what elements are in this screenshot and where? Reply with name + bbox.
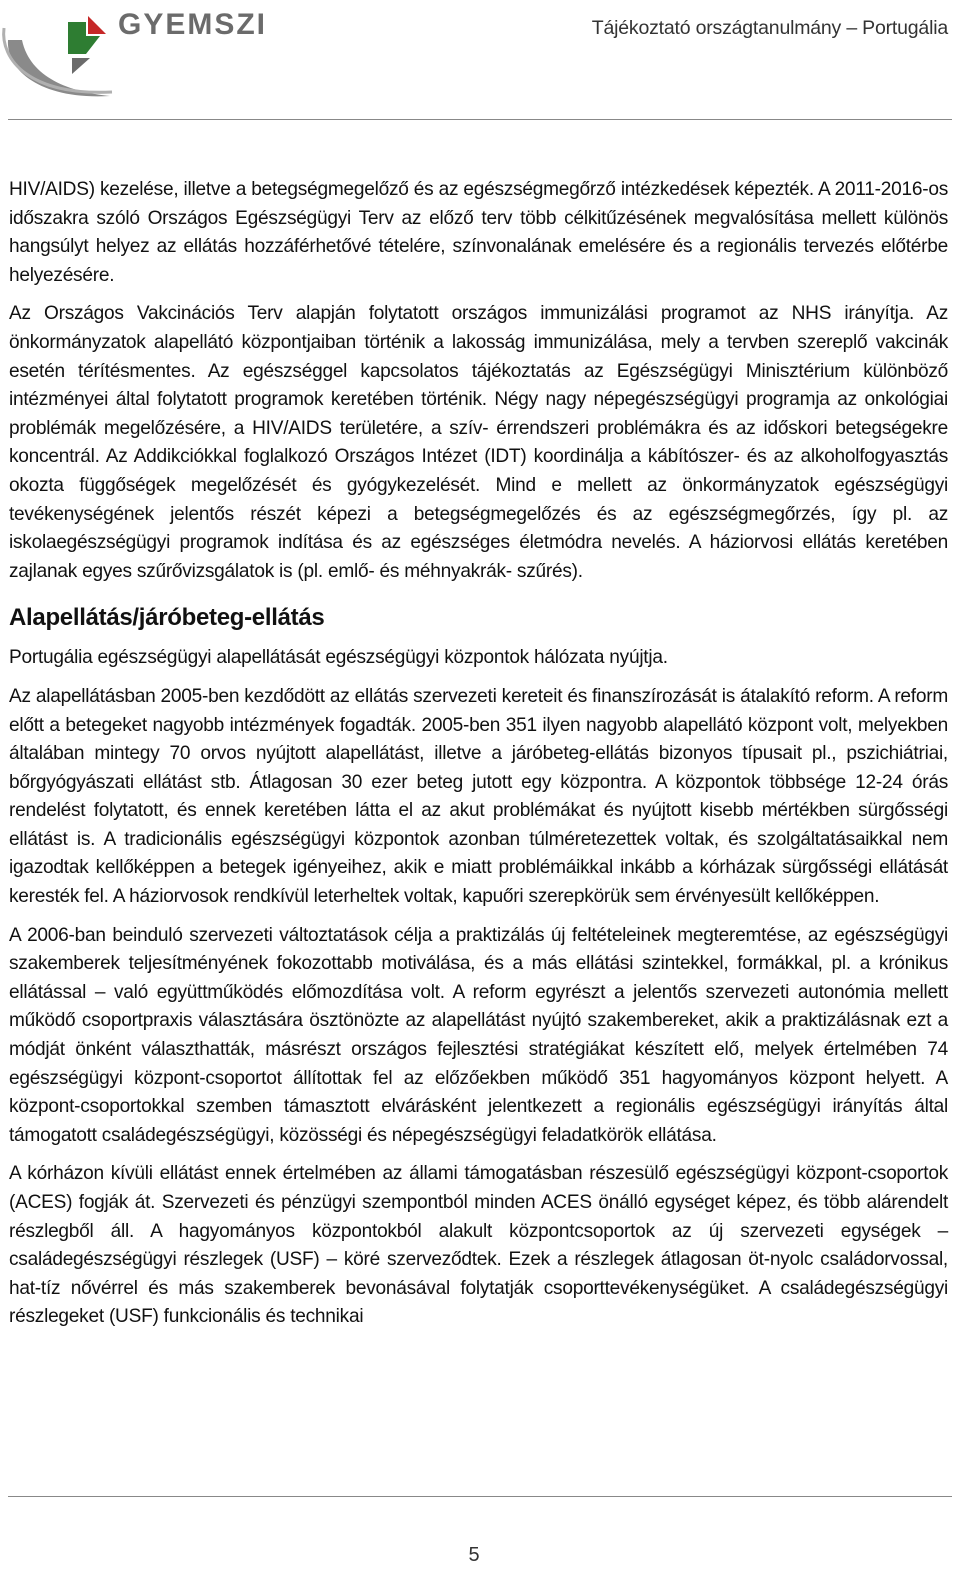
paragraph-2: Az Országos Vakcinációs Terv alapján folytatott országos immunizálási programot az NHS irányítja. Az önkormányzatok alapellátó központjaiban történik a lakosság immunizálása, mely a tervben szereplő vakcinák esetén térítésmentes. Az egészséggel kapcsolatos tájékoztatás az Egészségügyi Minisztérium különböző intézményei által folytatott programok keretében történik. Négy nagy népegészségügyi programja az onkológiai problémák megelőzésére, a HIV/AIDS területére, a szív- érrendszeri problémákra és az időskori betegségekre koncentrál. Az Addikciókkal foglalkozó Országos Intézet (IDT) koordinálja a kábítószer- és az alkoholfogyasztás okozta függőségek megelőzését és gyógykezelését. Mind e mellett az önkormányzatok egészségügyi tevékenységének jelentős részét képezi a betegségmegelőzés és az egészségmegőrzés, így pl. az iskolaegészségügyi programok indítása és az egészséges életmódra nevelés. A háziorvosi ellátás keretében zajlanak egyes szűrővizsgálatok is (pl. emlő- és méhnyakrák- szűrés). (9, 303, 948, 582)
footer-divider (8, 1496, 952, 1497)
header-divider (8, 119, 952, 120)
document-body (9, 176, 948, 1342)
paragraph-4: Az alapellátásban 2005-ben kezdődött az ellátás szervezeti kereteit és finanszírozását is átalakító reform. A reform előtt a betegeket nagyobb intézmények fogadták. 2005-ben 351 ilyen nagyobb alapellátó központ volt, melyekben általában mintegy 70 orvos nyújtott alapellátást, illetve a járóbeteg-ellátás bizonyos típusait pl., pszichiátriai, bőrgyógyászati ellátást stb. Átlagosan 30 ezer beteg jutott egy központra. A központok többsége 12-24 órás rendelést folytatott, és ennek keretében látta el az akut problémákat és nyújtott kisebb mértékben sürgősségi ellátást is. A tradicionális egészségügyi központok azonban túlméretezettek voltak, és szolgáltatásaikkal nem igazodtak kellőképpen a betegek igényeihez, akik e miatt problémáikkal inkább a kórházak sürgősségi ellátását keresték fel. A háziorvosok rendkívül leterheltek voltak, kapuőri szerepkörük sem érvényesült kellőképpen. (9, 685, 948, 908)
section-heading: Alapellátás/járóbeteg-ellátás (9, 604, 325, 632)
paragraph-6: A kórházon kívüli ellátást ennek értelmében az állami támogatásban részesülő egészségügyi központ-csoportok (ACES) fogják át. Szervezeti és pénzügyi szempontból minden ACES önálló egységet képez, és több alárendelt részlegből áll. A hagyományos központokból alakult központcsoportok az új szervezeti egységek – családegészségügyi részlegek (USF) – köré szerveződtek. Ezek a részlegek átlagosan öt-nyolc családorvossal, hat-tíz nővérrel és más szakemberek bevonásával folytatják csoporttevékenységüket. A családegészségügyi részlegeket (USF) funkcionális és technikai (9, 1163, 948, 1328)
page-number: 5 (468, 1544, 480, 1566)
document-title: Tájékoztató országtanulmány – Portugália (591, 17, 948, 39)
gyemszi-logo (0, 0, 310, 110)
paragraph-5: A 2006-ban beinduló szervezeti változtatások célja a praktizálás új feltételeinek megteremtése, az egészségügyi szakemberek teljesítményének fokozottabb motiválása, és a más ellátási szintekkel, formákkal, pl. a krónikus ellátással – való együttműködés előmozdítása volt. A reform egyrészt a jelentős szervezeti autonómia mellett működő csoportpraxis választására ösztönözte az alapellátást nyújtó szakembereket, akik a praktizálásnak ezt a módját önként választhatták, másrészt országos fejlesztési stratégiákat készített elő, melyek értelmében 74 egészségügyi központ-csoportot állítottak fel az előzőekben működő 351 hagyományos központ helyett. A központ-csoportokkal szemben támasztott elvárásként jelentkezett a regionális egészségügyi irányítás által támogatott családegészségügyi, közösségi és népegészségügyi feladatkörök ellátása. (9, 924, 948, 1146)
paragraph-1: HIV/AIDS) kezelése, illetve a betegségmegelőző és az egészségmegőrző intézkedések képezték. A 2011-2016-os időszakra szóló Országos Egészségügyi Terv az előző terv több célkitűzésének megvalósítása mellett különös hangsúlyt helyez az ellátás hozzáférhetővé tételére, színvonalának emelésére és a regionális tervezés előtérbe helyezésére. (9, 179, 948, 286)
paragraph-3: Portugália egészségügyi alapellátását egészségügyi központok hálózata nyújtja. (9, 647, 668, 669)
logo-text: GYEMSZI (118, 8, 268, 41)
page-header (0, 0, 960, 120)
